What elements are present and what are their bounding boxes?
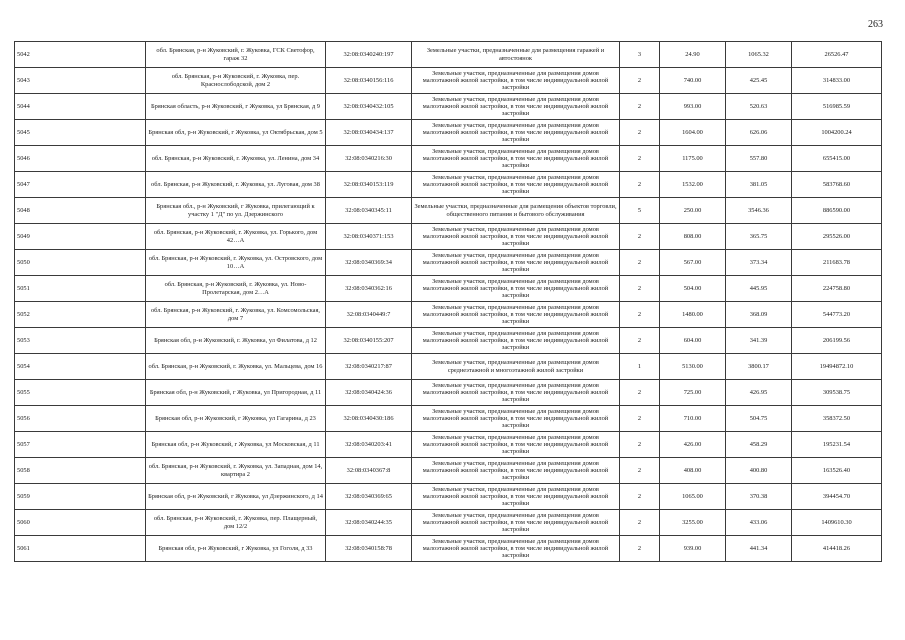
row-number-cell: 5048: [15, 198, 146, 224]
address-cell: обл. Брянская, р-н Жуковский, г. Жуковка, ул. Западная, дом 14, квартира 2: [146, 458, 326, 484]
area-cell: 250.00: [660, 198, 726, 224]
cadastral-value-cell: 19494872.10: [792, 354, 882, 380]
table-row: [15, 406, 882, 432]
row-number-cell: 5053: [15, 328, 146, 354]
specific-value-cell: 504.75: [726, 406, 792, 432]
address-cell: обл. Брянская, р-н Жуковский, г. Жуковка, ул. Луговая, дом 38: [146, 172, 326, 198]
address-cell: Брянская обл, р-н Жуковский, г Жуковка, ул Московская, д 11: [146, 432, 326, 458]
table-row: [15, 42, 882, 68]
area-cell: 604.00: [660, 328, 726, 354]
use-group-cell: 2: [620, 224, 660, 250]
use-group-cell: 5: [620, 198, 660, 224]
table-row: [15, 380, 882, 406]
land-use-cell: Земельные участки, предназначенные для размещения объектов торговли, общественного питания и бытового обслуживания: [412, 198, 620, 224]
table-row: [15, 146, 882, 172]
land-use-cell: Земельные участки, предназначенные для размещения домов малоэтажной жилой застройки, в том числе индивидуальной жилой застройки: [412, 224, 620, 250]
page-number: 263: [868, 19, 883, 30]
specific-value-cell: 433.06: [726, 510, 792, 536]
area-cell: 504.00: [660, 276, 726, 302]
use-group-cell: 2: [620, 484, 660, 510]
table-row: [15, 250, 882, 276]
cadastral-number-cell: 32:08:0340369:34: [326, 250, 412, 276]
specific-value-cell: 3546.36: [726, 198, 792, 224]
cadastral-number-cell: 32:08:0340156:116: [326, 68, 412, 94]
row-number-cell: 5051: [15, 276, 146, 302]
cadastral-value-cell: 358372.50: [792, 406, 882, 432]
row-number-cell: 5046: [15, 146, 146, 172]
address-cell: обл. Брянская, р-н Жуковский, г. Жуковка, ул. Мальцева, дом 16: [146, 354, 326, 380]
table-row: [15, 198, 882, 224]
specific-value-cell: 445.95: [726, 276, 792, 302]
cadastral-value-cell: 544773.20: [792, 302, 882, 328]
land-use-cell: Земельные участки, предназначенные для размещения домов малоэтажной жилой застройки, в том числе индивидуальной жилой застройки: [412, 146, 620, 172]
address-cell: Брянская обл, р-н Жуковский, г Жуковка, ул Гагарина, д 23: [146, 406, 326, 432]
land-use-cell: Земельные участки, предназначенные для размещения домов малоэтажной жилой застройки, в том числе индивидуальной жилой застройки: [412, 406, 620, 432]
use-group-cell: 2: [620, 458, 660, 484]
cadastral-number-cell: 32:08:0340217:87: [326, 354, 412, 380]
area-cell: 567.00: [660, 250, 726, 276]
row-number-cell: 5059: [15, 484, 146, 510]
land-use-cell: Земельные участки, предназначенные для размещения гаражей и автостоянок: [412, 42, 620, 68]
row-number-cell: 5043: [15, 68, 146, 94]
specific-value-cell: 441.34: [726, 536, 792, 562]
address-cell: Брянская обл, р-н Жуковский, г Жуковка, ул Пригородная, д 11: [146, 380, 326, 406]
area-cell: 408.00: [660, 458, 726, 484]
specific-value-cell: 373.34: [726, 250, 792, 276]
cadastral-number-cell: 32:08:0340369:65: [326, 484, 412, 510]
table-row: [15, 120, 882, 146]
area-cell: 710.00: [660, 406, 726, 432]
use-group-cell: 2: [620, 68, 660, 94]
land-use-cell: Земельные участки, предназначенные для размещения домов малоэтажной жилой застройки, в том числе индивидуальной жилой застройки: [412, 380, 620, 406]
address-cell: Брянская обл, р-н Жуковский, г. Жуковка, ул Филатова, д 12: [146, 328, 326, 354]
specific-value-cell: 400.80: [726, 458, 792, 484]
row-number-cell: 5050: [15, 250, 146, 276]
cadastral-number-cell: 32:08:0340240:197: [326, 42, 412, 68]
use-group-cell: 3: [620, 42, 660, 68]
use-group-cell: 2: [620, 536, 660, 562]
cadastral-value-cell: 516985.59: [792, 94, 882, 120]
table-row: [15, 536, 882, 562]
cadastral-value-cell: 394454.70: [792, 484, 882, 510]
row-number-cell: 5042: [15, 42, 146, 68]
cadastral-value-cell: 295526.00: [792, 224, 882, 250]
specific-value-cell: 365.75: [726, 224, 792, 250]
address-cell: Брянская обл., р-н Жуковский, г Жуковка, прилегающий к участку 1 "Д" по ул. Дзержинского: [146, 198, 326, 224]
cadastral-value-cell: 314833.00: [792, 68, 882, 94]
cadastral-number-cell: 32:08:0340203:41: [326, 432, 412, 458]
use-group-cell: 2: [620, 328, 660, 354]
land-use-cell: Земельные участки, предназначенные для размещения домов среднеэтажной и многоэтажной жилой застройки: [412, 354, 620, 380]
row-number-cell: 5049: [15, 224, 146, 250]
land-use-cell: Земельные участки, предназначенные для размещения домов малоэтажной жилой застройки, в том числе индивидуальной жилой застройки: [412, 510, 620, 536]
specific-value-cell: 341.39: [726, 328, 792, 354]
row-number-cell: 5052: [15, 302, 146, 328]
cadastral-number-cell: 32:08:0340155:207: [326, 328, 412, 354]
address-cell: обл. Брянская, р-н Жуковский, г. Жуковка, ГСК Светофор, гараж 32: [146, 42, 326, 68]
area-cell: 808.00: [660, 224, 726, 250]
specific-value-cell: 1065.32: [726, 42, 792, 68]
land-use-cell: Земельные участки, предназначенные для размещения домов малоэтажной жилой застройки, в том числе индивидуальной жилой застройки: [412, 276, 620, 302]
use-group-cell: 2: [620, 172, 660, 198]
use-group-cell: 2: [620, 302, 660, 328]
table-row: [15, 354, 882, 380]
table-row: [15, 68, 882, 94]
cadastral-number-cell: 32:08:0340345:11: [326, 198, 412, 224]
specific-value-cell: 381.05: [726, 172, 792, 198]
area-cell: 3255.00: [660, 510, 726, 536]
table-row: [15, 224, 882, 250]
specific-value-cell: 557.80: [726, 146, 792, 172]
land-use-cell: Земельные участки, предназначенные для размещения домов малоэтажной жилой застройки, в том числе индивидуальной жилой застройки: [412, 250, 620, 276]
use-group-cell: 2: [620, 250, 660, 276]
use-group-cell: 2: [620, 146, 660, 172]
table-row: [15, 172, 882, 198]
table-row: [15, 510, 882, 536]
address-cell: обл. Брянская, р-н Жуковский, г. Жуковка, пер. Краснослободской, дом 2: [146, 68, 326, 94]
cadastral-number-cell: 32:08:0340153:119: [326, 172, 412, 198]
cadastral-number-cell: 32:08:0340432:105: [326, 94, 412, 120]
land-use-cell: Земельные участки, предназначенные для размещения домов малоэтажной жилой застройки, в том числе индивидуальной жилой застройки: [412, 484, 620, 510]
use-group-cell: 1: [620, 354, 660, 380]
area-cell: 1175.00: [660, 146, 726, 172]
use-group-cell: 2: [620, 406, 660, 432]
table-row: [15, 432, 882, 458]
specific-value-cell: 368.09: [726, 302, 792, 328]
land-use-cell: Земельные участки, предназначенные для размещения домов малоэтажной жилой застройки, в том числе индивидуальной жилой застройки: [412, 302, 620, 328]
specific-value-cell: 370.38: [726, 484, 792, 510]
row-number-cell: 5058: [15, 458, 146, 484]
address-cell: Брянская обл, р-н Жуковский, г Жуковка, ул Дзержинского, д 14: [146, 484, 326, 510]
area-cell: 24.90: [660, 42, 726, 68]
specific-value-cell: 3800.17: [726, 354, 792, 380]
specific-value-cell: 626.06: [726, 120, 792, 146]
table-row: [15, 302, 882, 328]
area-cell: 1604.00: [660, 120, 726, 146]
row-number-cell: 5056: [15, 406, 146, 432]
cadastral-number-cell: 32:08:0340367:8: [326, 458, 412, 484]
area-cell: 5130.00: [660, 354, 726, 380]
cadastral-value-cell: 1004200.24: [792, 120, 882, 146]
area-cell: 993.00: [660, 94, 726, 120]
land-use-cell: Земельные участки, предназначенные для размещения домов малоэтажной жилой застройки, в том числе индивидуальной жилой застройки: [412, 536, 620, 562]
area-cell: 1480.00: [660, 302, 726, 328]
area-cell: 740.00: [660, 68, 726, 94]
cadastral-number-cell: 32:08:0340216:30: [326, 146, 412, 172]
use-group-cell: 2: [620, 94, 660, 120]
land-use-cell: Земельные участки, предназначенные для размещения домов малоэтажной жилой застройки, в том числе индивидуальной жилой застройки: [412, 432, 620, 458]
use-group-cell: 2: [620, 276, 660, 302]
use-group-cell: 2: [620, 510, 660, 536]
specific-value-cell: 520.63: [726, 94, 792, 120]
cadastral-number-cell: 32:08:0340424:36: [326, 380, 412, 406]
use-group-cell: 2: [620, 432, 660, 458]
row-number-cell: 5055: [15, 380, 146, 406]
land-use-cell: Земельные участки, предназначенные для размещения домов малоэтажной жилой застройки, в том числе индивидуальной жилой застройки: [412, 458, 620, 484]
area-cell: 1532.00: [660, 172, 726, 198]
land-use-cell: Земельные участки, предназначенные для размещения домов малоэтажной жилой застройки, в том числе индивидуальной жилой застройки: [412, 68, 620, 94]
cadastral-number-cell: 32:08:0340362:16: [326, 276, 412, 302]
row-number-cell: 5047: [15, 172, 146, 198]
cadastral-value-table: [14, 41, 882, 562]
address-cell: Брянская обл, р-н Жуковский, г Жуковка, ул Октябрьская, дом 5: [146, 120, 326, 146]
specific-value-cell: 426.95: [726, 380, 792, 406]
cadastral-number-cell: 32:08:0340371:153: [326, 224, 412, 250]
address-cell: обл. Брянская, р-н Жуковский, г. Жуковка, пер. Плащерный, дом 12/2: [146, 510, 326, 536]
cadastral-number-cell: 32:08:0340158:78: [326, 536, 412, 562]
cadastral-value-cell: 886590.00: [792, 198, 882, 224]
cadastral-value-cell: 26526.47: [792, 42, 882, 68]
cadastral-value-cell: 206199.56: [792, 328, 882, 354]
area-cell: 426.00: [660, 432, 726, 458]
cadastral-value-cell: 224758.80: [792, 276, 882, 302]
row-number-cell: 5057: [15, 432, 146, 458]
table-row: [15, 94, 882, 120]
address-cell: обл. Брянская, р-н Жуковский, г. Жуковка, ул. Островского, дом 10…А: [146, 250, 326, 276]
address-cell: обл. Брянская, р-н Жуковский, г. Жуковка, ул. Ново-Пролетарская, дом 2…А: [146, 276, 326, 302]
cadastral-number-cell: 32:08:0340449:7: [326, 302, 412, 328]
address-cell: обл. Брянская, р-н Жуковский, г. Жуковка, ул. Комсомольская, дом 7: [146, 302, 326, 328]
specific-value-cell: 458.29: [726, 432, 792, 458]
row-number-cell: 5054: [15, 354, 146, 380]
table-row: [15, 328, 882, 354]
row-number-cell: 5044: [15, 94, 146, 120]
cadastral-number-cell: 32:08:0340430:186: [326, 406, 412, 432]
cadastral-value-cell: 414418.26: [792, 536, 882, 562]
cadastral-value-cell: 211683.78: [792, 250, 882, 276]
address-cell: Брянская область, р-н Жуковский, г Жуковка, ул Брянская, д 9: [146, 94, 326, 120]
cadastral-value-cell: 163526.40: [792, 458, 882, 484]
table-row: [15, 484, 882, 510]
table-row: [15, 458, 882, 484]
cadastral-number-cell: 32:08:0340244:35: [326, 510, 412, 536]
specific-value-cell: 425.45: [726, 68, 792, 94]
cadastral-value-cell: 195231.54: [792, 432, 882, 458]
address-cell: Брянская обл, р-н Жуковский, г Жуковка, ул Гоголя, д 33: [146, 536, 326, 562]
cadastral-number-cell: 32:08:0340434:137: [326, 120, 412, 146]
address-cell: обл. Брянская, р-н Жуковский, г. Жуковка, ул. Горького, дом 42…А: [146, 224, 326, 250]
row-number-cell: 5060: [15, 510, 146, 536]
row-number-cell: 5045: [15, 120, 146, 146]
cadastral-value-cell: 309538.75: [792, 380, 882, 406]
land-use-cell: Земельные участки, предназначенные для размещения домов малоэтажной жилой застройки, в том числе индивидуальной жилой застройки: [412, 94, 620, 120]
address-cell: обл. Брянская, р-н Жуковский, г. Жуковка, ул. Ленина, дом 34: [146, 146, 326, 172]
cadastral-value-cell: 583768.60: [792, 172, 882, 198]
land-use-cell: Земельные участки, предназначенные для размещения домов малоэтажной жилой застройки, в том числе индивидуальной жилой застройки: [412, 172, 620, 198]
table-body: [15, 42, 882, 562]
area-cell: 1065.00: [660, 484, 726, 510]
land-use-cell: Земельные участки, предназначенные для размещения домов малоэтажной жилой застройки, в том числе индивидуальной жилой застройки: [412, 120, 620, 146]
land-use-cell: Земельные участки, предназначенные для размещения домов малоэтажной жилой застройки, в том числе индивидуальной жилой застройки: [412, 328, 620, 354]
area-cell: 939.00: [660, 536, 726, 562]
use-group-cell: 2: [620, 380, 660, 406]
cadastral-value-cell: 1409610.30: [792, 510, 882, 536]
table-row: [15, 276, 882, 302]
cadastral-value-cell: 655415.00: [792, 146, 882, 172]
area-cell: 725.00: [660, 380, 726, 406]
row-number-cell: 5061: [15, 536, 146, 562]
use-group-cell: 2: [620, 120, 660, 146]
